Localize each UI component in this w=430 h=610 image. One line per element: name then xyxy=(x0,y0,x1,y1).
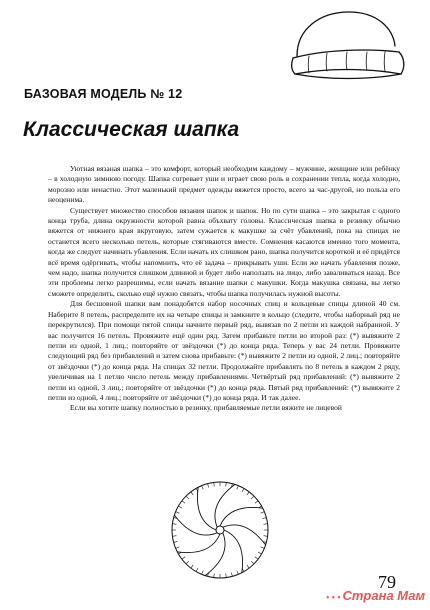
edge-tick xyxy=(202,571,204,575)
spiral-line xyxy=(215,484,235,527)
edge-tick xyxy=(172,536,176,537)
spiral-line xyxy=(223,525,266,545)
watermark-text: Страна Мам xyxy=(342,588,426,603)
spiral-line xyxy=(205,533,225,576)
paragraph: Если вы хотите шапку полностью в резинку, прибавляемые петли вяжите не лицевой xyxy=(70,403,342,413)
paragraph: Существует множество способов вязания шапок и шапок. Но по сути шапка – это закрытая с одного конца труба, длина окружности которой равна объхвату головы. Классическая шапка в резинку обычно вяжется от нижнего края вкруговую, затем сужается к макушке за счёт убавлений, пока на спицах не останется всего несколько петель, которые стягиваются вместе. Сомнения касаются именно того момента, когда же следует начинать убавления. Если начать их слишком рано, шапка получится короткой и её придётся всё время одёргивать, чтобы напомнить, что её задача – прикрывать уши. Если же начать убавления позже, чем надо, шапка получится слишком длинной и будет либо наползать на лицо, либо заваливаться назад. Все эти проблемы легко разрешимы, если начать вязание шапки с макушки. Когда макушка связана, вы легко сможете определить, сколько ещё нужно связать, чтобы шапка получилась нужной высоты. xyxy=(48,205,400,298)
page-number: 79 xyxy=(378,572,396,592)
edge-tick xyxy=(176,512,180,514)
edge-tick xyxy=(214,574,215,578)
edge-tick xyxy=(255,557,258,559)
edge-tick xyxy=(191,492,193,495)
edge-tick xyxy=(261,512,265,514)
spiral-line xyxy=(224,530,243,573)
paragraph: Для бесшовной шапки вам понадобятся набор носочных спиц и кольцевые спицы длиной 40 см. Наберите 8 петель, распределите их на четыре спицы и замкните в кольцо (следите, чтобы наборный ряд не перекрутился). При помощи пятой спицы начните первый ряд, вывязав по 2 петли из каждой набранной. У вас получится 16 петель. Провяжите ещё один ряд. Затем прибавьте петли во второй раз: (*) вывяжите 2 петли из одной, 1 лиц.; повторяйте от звёздочки (*) до конца ряда. Теперь у вас 24 петли. Провяжите следующий ряд без прибавлений и затем снова прибавьте: (*) вывяжите 2 петли из одной, 2 лиц.; повторяйте от звёздочки (*) до конца ряда. На спицах 32 петли. Продолжайте прибавлять по 8 петель в каждом 2 ряду, увеличивая на 1 петлю число петель между прибавлениями. Четвёртый ряд прибавлений: (*) вывяжите 2 петли из одной, 3 лиц.; повторяйте от звёздочки (*) до конца ряда. Пятый ряд прибавлений: (*) вывяжите 2 петли из одной, 4 лиц.; повторяйте от звёздочки (*) до конца ряда. И так далее. xyxy=(48,299,400,402)
edge-tick xyxy=(231,573,232,577)
knit-hat-icon xyxy=(283,6,413,84)
article-body xyxy=(48,164,400,414)
edge-tick xyxy=(263,518,267,519)
spiral-line xyxy=(220,507,263,526)
edge-tick xyxy=(264,524,268,525)
page-title: Классическая шапка xyxy=(23,118,240,141)
edge-tick xyxy=(255,501,258,503)
site-watermark xyxy=(326,588,425,603)
edge-tick xyxy=(176,547,180,549)
edge-tick xyxy=(174,541,178,542)
crown-increase-diagram xyxy=(168,478,272,582)
edge-tick xyxy=(182,557,185,559)
spiral-line xyxy=(174,515,217,535)
edge-tick xyxy=(178,506,182,508)
edge-tick xyxy=(226,574,227,578)
spiral-line xyxy=(177,534,220,553)
watermark-dots-icon: • • • xyxy=(326,592,341,602)
paragraph: Уютная вязаная шапка – это комфорт, который необходим каждому – мужчине, женщине или ребёнку – в холодную зимнюю погоду. Шапка согревает уши и играет свою роль в сохранении тепла, когда холодно, морозно или ненастно. Этот маленький предмет одежды вяжется просто, всего за час-другой, но польза его неоценима. xyxy=(48,164,400,205)
edge-tick xyxy=(247,492,249,495)
edge-tick xyxy=(214,482,215,486)
edge-tick xyxy=(208,484,209,488)
edge-tick xyxy=(186,561,189,564)
edge-tick xyxy=(202,486,204,490)
edge-tick xyxy=(237,486,239,490)
edge-tick xyxy=(182,501,185,503)
model-label: БАЗОВАЯ МОДЕЛЬ № 12 xyxy=(24,87,183,101)
edge-tick xyxy=(237,571,239,575)
edge-tick xyxy=(196,568,198,572)
edge-tick xyxy=(251,561,254,564)
spiral-line xyxy=(197,487,216,530)
edge-tick xyxy=(242,488,244,492)
edge-tick xyxy=(264,536,268,537)
edge-tick xyxy=(247,565,249,568)
edge-tick xyxy=(172,524,176,525)
edge-tick xyxy=(191,565,193,568)
edge-tick xyxy=(226,482,227,486)
edge-tick xyxy=(261,547,265,549)
edge-tick xyxy=(258,552,262,554)
edge-tick xyxy=(186,496,189,499)
edge-tick xyxy=(251,496,254,499)
